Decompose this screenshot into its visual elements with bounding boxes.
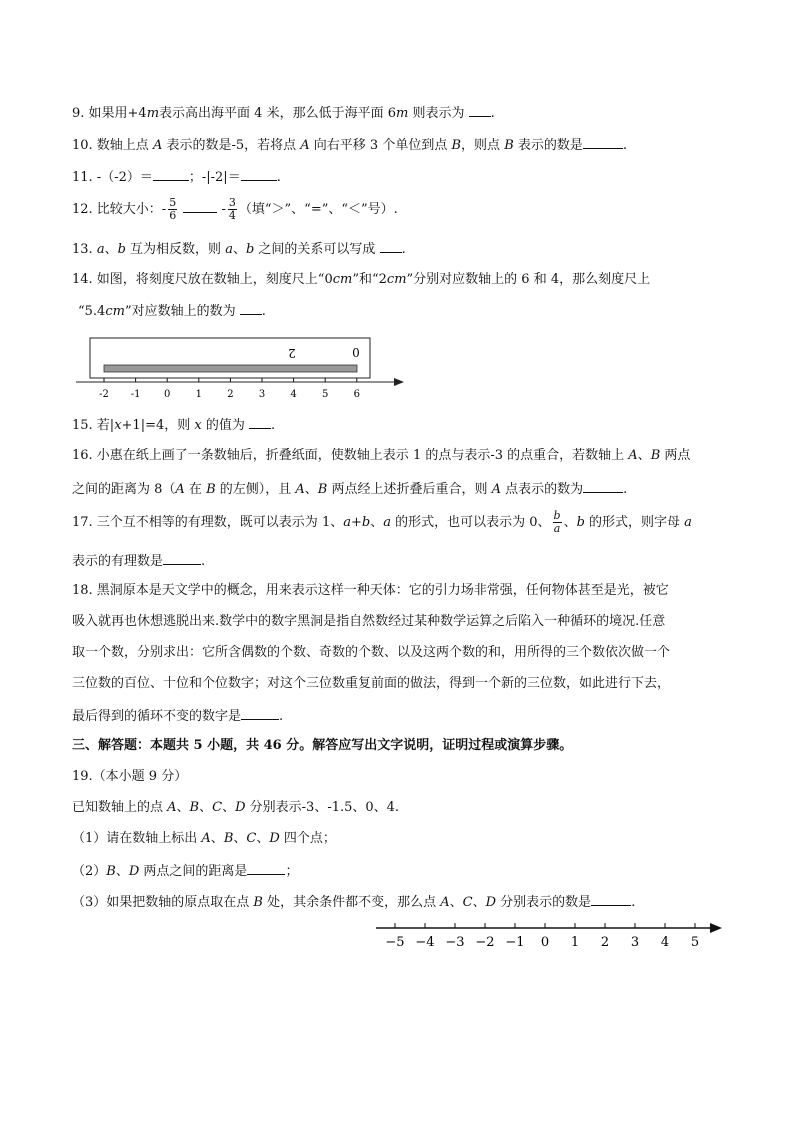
- ruler-label: 0: [352, 346, 360, 360]
- question-18-line-3: 取一个数，分别求出：它所含偶数的个数、奇数的个数、以及这两个数的和，用所得的三个数依次做一个: [72, 645, 671, 660]
- axis-tick-label: 1: [570, 935, 580, 950]
- axis-tick-label: 3: [630, 935, 640, 950]
- fraction: $\frac{5}{6}$: [169, 196, 177, 222]
- axis-arrow-icon: [394, 378, 404, 386]
- question-14-line-2: “5.4cm”对应数轴上的数为 .: [78, 300, 266, 322]
- fraction: $\frac{b}{a}$: [553, 509, 561, 535]
- axis-tick-label: -2: [99, 389, 109, 400]
- axis-tick-label: 2: [600, 935, 610, 950]
- question-19-part-2: （2）B、D 两点之间的距离是 ；: [72, 860, 298, 882]
- question-19-stem: 已知数轴上的点 A、B、C、D 分别表示-3、-1.5、0、4.: [72, 800, 400, 815]
- ruler-scale-strip: [104, 365, 357, 372]
- question-19-title: 19.（本小题 9 分）: [72, 769, 188, 784]
- axis-tick-label: -1: [130, 389, 141, 400]
- answer-blank[interactable]: [241, 705, 279, 720]
- answer-blank[interactable]: [583, 134, 623, 149]
- axis-tick-label: 1: [195, 389, 202, 400]
- axis-tick-label: −5: [385, 935, 405, 950]
- axis-ticks: [99, 378, 360, 400]
- number-line-figure: [372, 918, 724, 958]
- axis-tick-label: 4: [660, 935, 670, 950]
- axis-tick-label: 0: [164, 389, 171, 400]
- answer-blank[interactable]: [469, 102, 491, 117]
- answer-blank[interactable]: [591, 891, 631, 906]
- question-17-line-2: 表示的有理数是 .: [72, 550, 205, 572]
- question-12: 12. 比较大小：- $\frac{5}{6}$ - $\frac{3}{4}$ （填“＞”、“=”、“＜”号）.: [72, 196, 398, 222]
- fraction: $\frac{3}{4}$: [228, 196, 236, 222]
- axis-tick-label: −1: [505, 935, 525, 950]
- question-13: 13. a、b 互为相反数，则 a、b 之间的关系可以写成 .: [72, 238, 406, 260]
- question-18-line-2: 吸入就再也休想逃脱出来.数学中的数字黑洞是指自然数经过某种数学运算之后陷入一种循环的境况.任意: [72, 614, 666, 629]
- axis-tick-label: 6: [353, 389, 360, 400]
- axis-tick-label: 2: [227, 389, 234, 400]
- axis-tick-label: 0: [540, 935, 550, 950]
- axis-tick-label: 5: [690, 935, 700, 950]
- question-18-line-5: 最后得到的循环不变的数字是 .: [72, 705, 283, 727]
- axis-tick-label: −2: [475, 935, 495, 950]
- question-18-line-4: 三位数的百位、十位和个位数字；对这个三位数重复前面的做法，得到一个新的三位数，如此进行下去，: [72, 676, 671, 691]
- section-heading: 三、解答题：本题共 5 小题，共 46 分。解答应写出文字说明，证明过程或演算步骤。: [72, 738, 573, 753]
- answer-blank[interactable]: [380, 238, 402, 253]
- ruler-number-line-figure: [72, 334, 407, 404]
- question-14-line-1: 14. 如图，将刻度尺放在数轴上，刻度尺上“0cm”和“2cm”分别对应数轴上的 6 和 4，那么刻度尺上: [72, 272, 651, 287]
- answer-blank[interactable]: [163, 550, 201, 565]
- axis-ticks: [385, 923, 699, 950]
- axis-tick-label: −4: [415, 935, 435, 950]
- question-16-line-1: 16. 小惠在纸上画了一条数轴后，折叠纸面，使数轴上表示 1 的点与表示-3 的点重合，若数轴上 A、B 两点: [72, 448, 691, 463]
- question-9: 9. 如果用+4m表示高出海平面 4 米，那么低于海平面 6m 则表示为 .: [72, 102, 495, 124]
- answer-blank[interactable]: [153, 166, 189, 181]
- axis-tick-label: 4: [290, 389, 297, 400]
- question-16-line-2: 之间的距离为 8（A 在 B 的左侧），且 A、B 两点经上述折叠后重合，则 A 点表示的数为 .: [72, 478, 627, 500]
- axis-tick-label: −3: [445, 935, 465, 950]
- axis-tick-label: 3: [258, 389, 266, 400]
- question-18-line-1: 18. 黑洞原本是天文学中的概念，用来表示这样一种天体：它的引力场非常强，任何物体甚至是光，被它: [72, 583, 669, 598]
- question-19-part-1: （1）请在数轴上标出 A、B、C、D 四个点；: [72, 831, 336, 846]
- axis-tick-label: 5: [322, 389, 329, 400]
- answer-blank[interactable]: [183, 198, 217, 213]
- ruler-label: 2: [288, 346, 296, 360]
- question-17-line-1: 17. 三个互不相等的有理数，既可以表示为 1、a+b、a 的形式，也可以表示为 0、 $\frac{b}{a}$ 、b 的形式，则字母 a: [72, 509, 692, 535]
- question-19-part-3: （3）如果把数轴的原点取在点 B 处，其余条件都不变，那么点 A、C、D 分别表示的数是 .: [72, 891, 635, 913]
- question-15: 15. 若|x+1|=4，则 x 的值为 .: [72, 414, 275, 436]
- question-11: 11. -（-2）＝ ；-|-2|＝ .: [72, 166, 281, 188]
- answer-blank[interactable]: [249, 414, 271, 429]
- answer-blank[interactable]: [240, 300, 262, 315]
- question-10: 10. 数轴上点 A 表示的数是-5，若将点 A 向右平移 3 个单位到点 B，则点 B 表示的数是 .: [72, 134, 627, 156]
- answer-blank[interactable]: [247, 860, 285, 875]
- answer-blank[interactable]: [241, 166, 277, 181]
- axis-arrow-icon: [710, 923, 722, 933]
- answer-blank[interactable]: [583, 478, 623, 493]
